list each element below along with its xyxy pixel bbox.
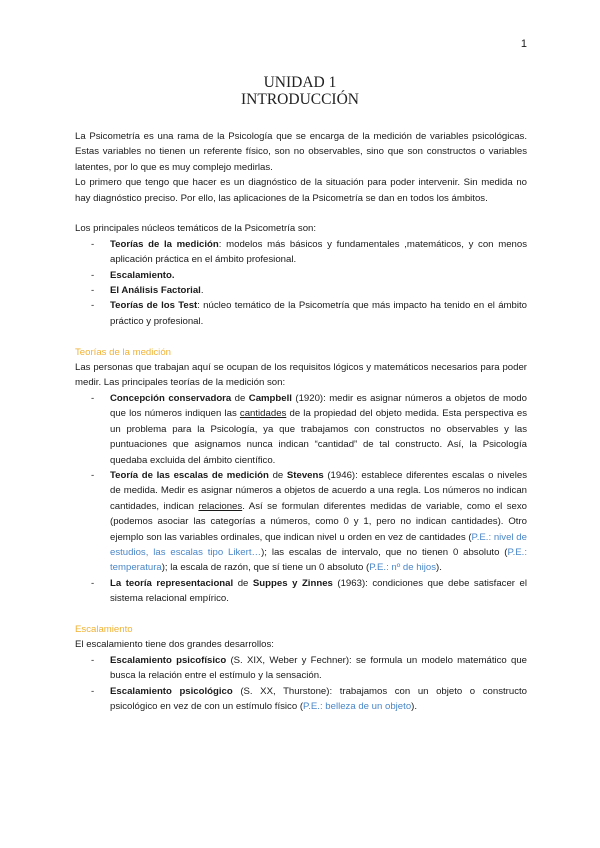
title-intro: INTRODUCCIÓN (241, 91, 359, 108)
measurement-intro: Las personas que trabajan aquí se ocupan de los requisitos lógicos y matemáticos necesarios para poder medir. Las principales teorías de la medición son: (75, 362, 527, 389)
example-text: P.E.: nivel de estudios, las escalas tipo Likert… (110, 531, 527, 558)
list-item: - Teoría de las escalas de medición de Stevens (1946): establece diferentes escalas o niveles de medida. Medir es asignar números a objetos de acuerdo a una regla. Los números no indican cantidades, indican relaciones. Así se formulan diferentes medidas de variable, como el sexo (podemos asociar las categorías a números, como 0 y 1, pero no indican cantidades). Otro ejemplo son las variables ordinales, que indican nivel u orden en vez de cantidades (P.E.: nivel de estudios, las escalas tipo Likert…); las escalas de intervalo, que no tienen 0 absoluto (P.E.: temperatura); la escala de razón, que sí tiene un 0 absoluto (P.E.: nº de hijos). (91, 469, 528, 574)
section-heading-measurement-theories: Teorías de la medición (75, 346, 171, 358)
list-item: - El Análisis Factorial. (91, 285, 204, 297)
document-body (75, 129, 527, 714)
page-title (0, 74, 600, 108)
list-item: - Teorías de la medición: modelos más básicos y fundamentales ,matemáticos, y con menos aplicación práctica en el ámbito profesional. (91, 238, 527, 266)
core-topics-intro: Los principales núcleos temáticos de la Psicometría son: (75, 223, 317, 235)
list-item: - Escalamiento. (91, 269, 175, 281)
list-item: - Concepción conservadora de Campbell (1920): medir es asignar números a objetos de modo que los números indiquen las cantidades de la propiedad del objeto medida. Esta perspectiva es un problema para la Psicología, ya que trabajamos con constructos no observables y las puntuaciones que asignamos nunca indican “cantidad” de tal constructo. Así, la Psicología quedaba excluida del ámbito científico. (91, 392, 528, 466)
example-text: P.E.: belleza de un objeto (303, 700, 412, 712)
example-text: P.E.: temperatura (110, 546, 528, 574)
core-topics-list (75, 237, 527, 329)
intro-paragraph-2: Lo primero que tengo que hacer es un diagnóstico de la situación para poder intervenir. Sin medida no hay diagnóstico preciso. Por ello, las aplicaciones de la Psicometría se dan en todos los ámbitos. (75, 177, 527, 204)
intro-paragraph-1: La Psicometría es una rama de la Psicología que se encarga de la medición de variables psicológicas. Estas variables no tienen un referente físico, son no observables, sino que son constructos o variables latentes, por lo que es muy complejo medirlas. (75, 131, 527, 173)
scaling-list (75, 653, 527, 715)
measurement-theories-list (75, 391, 527, 607)
list-item: - Teorías de los Test: núcleo temático de la Psicometría que más impacto ha tenido en el ámbito práctico y profesional. (91, 300, 527, 327)
page-number: 1 (520, 38, 527, 50)
section-heading-scaling: Escalamiento (75, 623, 133, 635)
list-item: - Escalamiento psicológico (S. XX, Thurstone): trabajamos con un objeto o constructo psicológico en vez de con un estímulo físico (P.E.: belleza de un objeto). (91, 685, 527, 712)
title-unit: UNIDAD 1 (263, 74, 337, 91)
scaling-intro: El escalamiento tiene dos grandes desarrollos: (75, 639, 274, 651)
list-item: - La teoría representacional de Suppes y Zinnes (1963): condiciones que debe satisfacer el sistema relacional empírico. (91, 577, 527, 605)
list-item: - Escalamiento psicofísico (S. XIX, Weber y Fechner): se formula un modelo matemático que busca la relación entre el estímulo y la sensación. (91, 654, 527, 682)
example-text: P.E.: nº de hijos (369, 562, 436, 574)
